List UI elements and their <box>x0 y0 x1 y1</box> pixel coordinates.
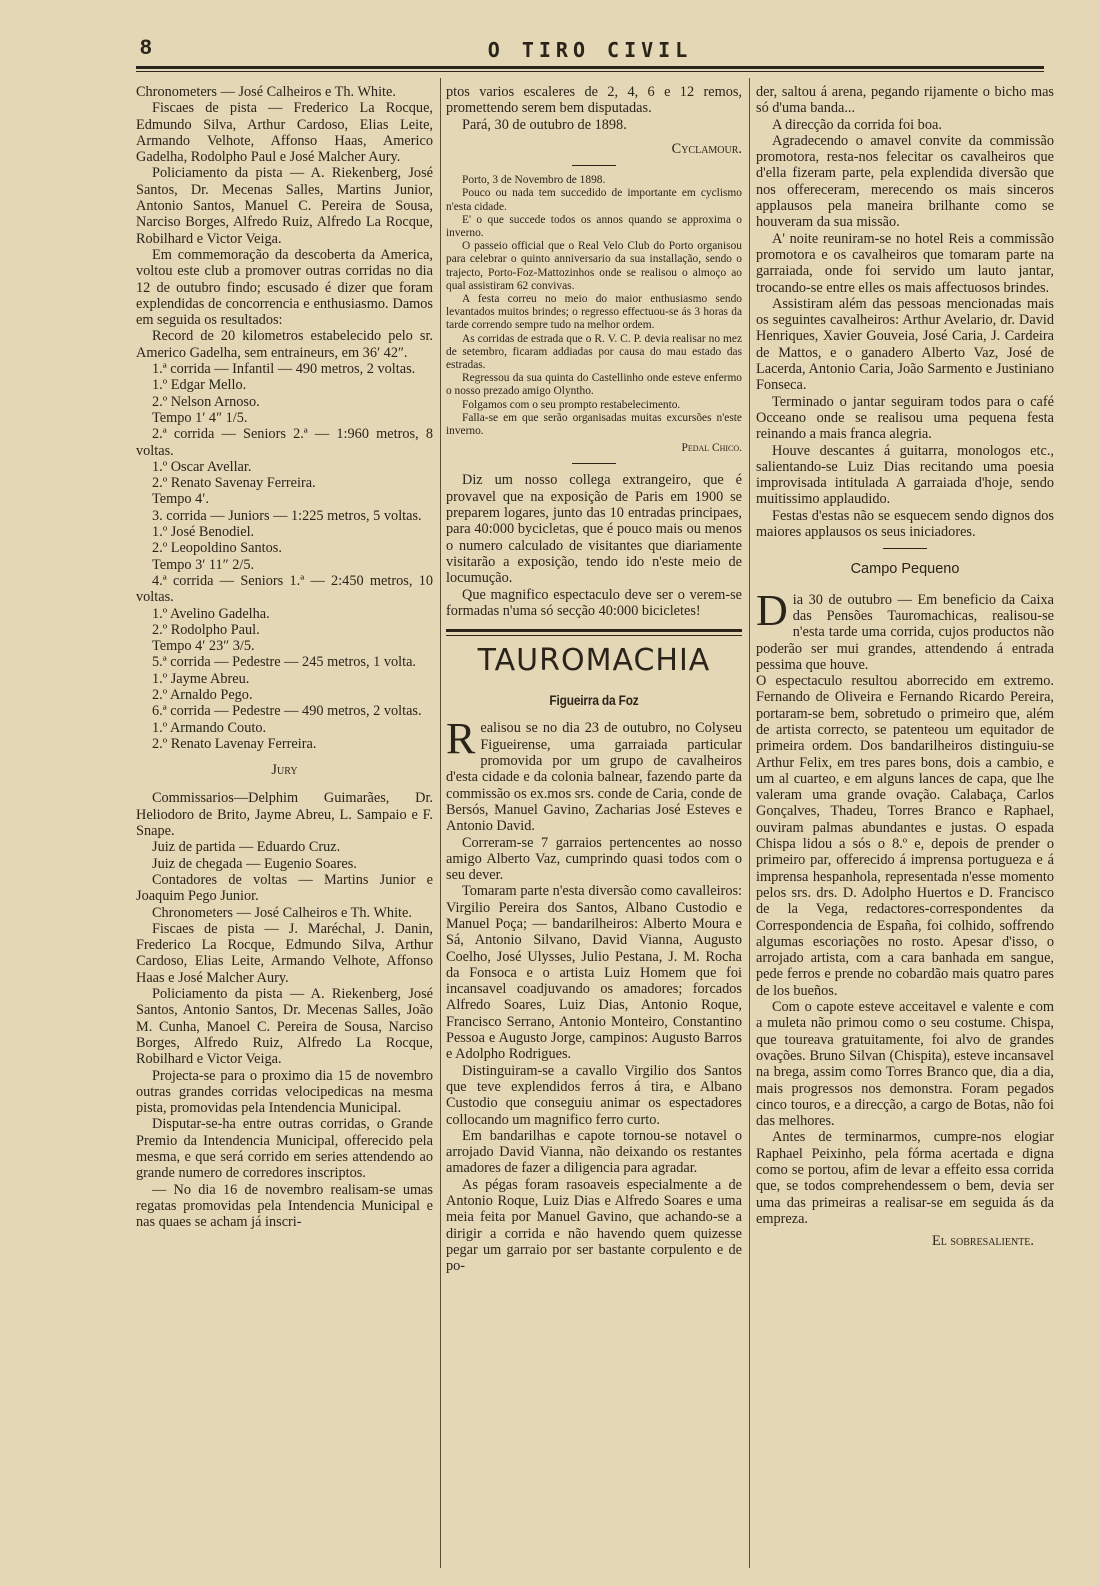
paragraph: Contadores de voltas — Martins Junior e Joaquim Pego Junior. <box>136 871 433 905</box>
paragraph: Chronometers — José Calheiros e Th. White. <box>152 904 412 921</box>
paragraph: A direcção da corrida foi boa. <box>772 116 942 133</box>
signature-cyclamour: Cyclamour. <box>671 140 742 157</box>
paragraph: 2.º Nelson Arnoso. <box>152 393 260 410</box>
paragraph: Antes de terminarmos, cumpre-nos elogiar Raphael Peixinho, pela fórma acertada e digna como se portou, afim de levar a effeito essa corrida que, se todos comprehendessem o bem, devia ser uma das primeiras a realisar-se em seguida ás da empreza. <box>756 1129 1054 1227</box>
paragraph: Que magnifico espectaculo deve ser o verem-se formadas n'uma só secção 40:000 bicicletes! <box>446 586 742 619</box>
drop-cap: R <box>446 714 476 764</box>
col2-first-paragraph <box>446 714 742 835</box>
paragraph: E' o que succede todos os annos quando se approxima o inverno. <box>446 213 742 239</box>
column-1 <box>136 84 433 1564</box>
col2-first-text: ealisou se no dia 23 de outubro, no Colyseu Figueirense, uma garraiada particular promovida por um grupo de cavalheiros d'esta cidade e da colonia balnear, fazendo parte da commissão os ex.mos srs. conde de Caria, conde de Bersós, Manuel Gavino, Zacharias José Esteves e Antonio David. <box>446 720 742 835</box>
paragraph: Tempo 3′ 11″ 2/5. <box>152 556 255 573</box>
section-rule-thin <box>446 635 742 636</box>
paragraph: O passeio official que o Real Velo Club do Porto organisou para celebrar o quinto anniversario da sua installação, sendo o trajecto, Porto-Foz-Mattozinhos onde se realisou o almoço ao qual assistiram 62 convivas. <box>446 240 742 292</box>
paragraph: Com o capote esteve acceitavel e valente e com a muleta não primou como o seu costume. Chispa, que toureava gratuitamente, foi alvo de grandes ovações. Bruno Silvan (Chispita), esteve incansavel na brega, assim como Torres Branco que, dia a dia, mais progressos nos demonstra. Foram pegados cinco touros, e a direcção, a cargo de Botas, não foi das melhores. <box>756 999 1054 1130</box>
paragraph: Disputar-se-ha entre outras corridas, o Grande Premio da Intendencia Municipal, offerecido pela mesma, e que será corrido em series attendendo ao grande numero de corredores inscriptos. <box>136 1116 433 1182</box>
paragraph: Festas d'estas não se esquecem sendo dignos dos maiores applausos os seus iniciadores. <box>756 507 1054 541</box>
paragraph: Regressou da sua quinta do Castellinho onde esteve enfermo o nosso prezado amigo Olyntho. <box>446 372 742 398</box>
col2-bottom-paragraphs <box>446 835 742 1275</box>
paragraph: 1.º Armando Couto. <box>152 719 267 736</box>
paragraph: Diz um nosso collega extrangeiro, que é provavel que na exposição de Paris em 1900 se preparem logares, junto das 10 entradas principaes, para 40:000 bycicletas, que é pouco mais ou menos o numero calculado de visitantes que diariamente visitarão a exposição, tendo ido n'este meio de locumução. <box>446 472 742 587</box>
paragraph: Folgamos com o seu prompto restabelecimento. <box>462 398 681 411</box>
paragraph: 1.ª corrida — Infantil — 490 metros, 2 voltas. <box>152 361 416 378</box>
paragraph: 1.º Avelino Gadelha. <box>152 605 270 622</box>
paragraph: Juiz de chegada — Eugenio Soares. <box>152 855 357 872</box>
paragraph: Policiamento da pista — A. Riekenberg, José Santos, Dr. Mecenas Salles, Martins Junior, Antonio Santos, Manuel C. Pereira de Sousa, Narciso Borges, Alfredo Ruiz, Alfredo La Rocque, Robilhard e Victor Veiga. <box>136 165 433 247</box>
paragraph: der, saltou á arena, pegando rijamente o bicho mas só d'uma banda... <box>756 84 1054 117</box>
paragraph: Pouco ou nada tem succedido de importante em cyclismo n'esta cidade. <box>446 187 742 213</box>
paragraph: 2.º Rodolpho Paul. <box>152 621 260 638</box>
paragraph: 4.ª corrida — Seniors 1.ª — 2:450 metros, 10 voltas. <box>136 572 433 606</box>
paragraph: — No dia 16 de novembro realisam-se umas regatas promovidas pela Intendencia Municipal e nas quaes se acham já inscri- <box>136 1181 433 1231</box>
paragraph: As pégas foram rasoaveis especialmente a de Antonio Roque, Luiz Dias e Alfredo Soares e uma meia feita por Manuel Gavino, que achando-se a dirigir a corrida e não havendo quem quizesse pegar um garraio por ser bastante corpulento e de po- <box>446 1176 742 1275</box>
header-rule-thin <box>136 71 1044 72</box>
col3-first-text: ia 30 de outubro — Em beneficio da Caixa das Pensões Tauromachicas, realisou-se n'esta tarde uma corrida, cujos productos não poderão ser mui grandes, attendendo á entrada pessima que houve. <box>756 591 1054 673</box>
col3-bottom-paragraphs <box>756 673 1054 1227</box>
paragraph: Em commemoração da descoberta da America, voltou este club a promover outras corridas no dia 12 de outubro findo; escusado é dizer que foram explendidas de concorrencia e enthusiasmo. Damos em seguida os resultados: <box>136 246 433 329</box>
col2-top-paragraphs <box>446 84 742 133</box>
paragraph: Fiscaes de pista — J. Maréchal, J. Danin, Frederico La Rocque, Edmundo Silva, Arthur Cardoso, Elias Leite, Armando Velhote, Affonso Haas e José Malcher Aury. <box>136 920 433 986</box>
paragraph: A' noite reuniram-se no hotel Reis a commissão promotora e os cavalheiros que tomaram parte na garraiada, onde foi servido um lauto jantar, trocando-se entre elles os mais affectuosos brindes. <box>756 230 1054 296</box>
paragraph: Agradecendo o amavel convite da commissão promotora, resta-nos felecitar os cavalheiros que d'ella fizeram parte, pela explendida diversão que nos offereceram, merecendo os mais sinceros applausos pela maneira brilhante como se houveram da sua missão. <box>756 132 1054 231</box>
jury-heading: Jury <box>271 762 298 779</box>
paragraph: Policiamento da pista — A. Riekenberg, José Santos, Antonio Santos, Dr. Mecenas Salles, João M. Cunha, Manoel C. Pereira de Sousa, Narciso Borges, Alfredo Ruiz, Alfredo La Rocque, Robilhard e Victor Veiga. <box>136 986 433 1068</box>
paragraph: 1.º Jayme Abreu. <box>152 670 250 687</box>
paragraph: Pará, 30 de outubro de 1898. <box>462 116 627 133</box>
paragraph: 6.ª corrida — Pedestre — 490 metros, 2 voltas. <box>152 703 422 720</box>
separator <box>572 165 616 166</box>
masthead-title: O TIRO CIVIL <box>487 38 693 62</box>
paragraph: Juiz de partida — Eduardo Cruz. <box>152 839 341 856</box>
paragraph: Tempo 4′. <box>152 491 209 508</box>
page-number: 8 <box>140 36 152 59</box>
paragraph: Tempo 1′ 4″ 1/5. <box>152 409 248 426</box>
paragraph: O espectaculo resultou aborrecido em extremo. Fernando de Oliveira e Fernando Ricardo Pereira, portaram-se bem, sobretudo o primeiro que, além de artista correcto, se patenteou um equitador de primeira ordem. Dos bandarilheiros distinguiu-se Arthur Felix, em tres pares bons, dois a cambio, e um al cuarteo, e em alguns lances de capa, que lhe valeram uma grande ovação. Calabaça, Carlos Gonçalves, Thadeu, Torres Branco e Raphael, ouviram palmas abundantes e justas. O espada Chispa lidou a sós o 8.º e, depois de prender o primeiro par, offerecido á imprensa portugueza e á imprensa hespanhola, representada n'esse momento pelos srs. drs. D. Adolpho Huertos e D. Francisco de la Vega, redactores-correspondentes da Correspondencia de España, foi colhido, soffrendo algumas escoriações no rosto. Apesar d'isso, o arrojado artista, com a cara banhada em sangue, pede ferros e prende no cobardão mais quatro pares de los bueños. <box>756 673 1054 999</box>
col3-top-paragraphs <box>756 84 1054 540</box>
paragraph: 2.º Leopoldino Santos. <box>152 540 282 557</box>
section-title-tauromachia: TAUROMACHIA <box>477 643 711 679</box>
paragraph: Tomaram parte n'esta diversão como cavalleiros: Virgilio Pereira dos Santos, Albano Custodio e Manuel Poça; — bandarilheiros: Alberto Moura e Sá, Antonio Silvano, David Vianna, Augusto Coelho, José Ulysses, Julio Pestana, J. M. Rocha da Fonsoca e o artista Luiz Homem que foi incansavel coadjuvando os amadores; forcados Alfredo Soares, Luiz Dias, Antonio Roque, Francisco Serrano, Antonio Monteiro, Constantino Pessoa e Augusto Jorge, campinos: Augusto Barros e Adolpho Rodrigues. <box>446 883 742 1063</box>
subheading-campo-pequeno: Campo Pequeno <box>850 561 960 578</box>
paragraph: 2.º Renato Savenay Ferreira. <box>152 475 316 492</box>
col3-first-paragraph <box>756 585 1054 673</box>
subheading-figueira: Figueirra da Foz <box>549 692 639 709</box>
paragraph: Chronometers — José Calheiros e Th. White. <box>136 84 396 100</box>
separator <box>572 463 616 464</box>
header-rule-thick <box>136 66 1044 69</box>
paragraph: Assistiram além das pessoas mencionadas mais os seguintes cavalheiros: Arthur Avelario, dr. David Henriques, Xavier Gouveia, José Caria, J. Cardeira de Mattos, e o ganadero Alberto Vaz, José de Lacerda, Antonio Caria, João Sarmento e Justiniano Fonseca. <box>756 295 1054 394</box>
paragraph: Tempo 4′ 23″ 3/5. <box>152 638 255 655</box>
paragraph: 1.º Oscar Avellar. <box>152 458 252 475</box>
drop-cap: D <box>756 585 788 635</box>
paragraph: 1.º Edgar Mello. <box>152 377 247 394</box>
paragraph: Projecta-se para o proximo dia 15 de novembro outras grandes corridas velocipedicas na mesma pista, promovidas pela Intendencia Municipal. <box>136 1067 433 1117</box>
paragraph: As corridas de estrada que o R. V. C. P. devia realisar no mez de setembro, ficaram addiadas por causa do mau estado das estradas. <box>446 332 742 372</box>
paragraph: A festa correu no meio do maior enthusiasmo sendo levantados muitos brindes; o regresso effectuou-se ás 3 horas da tarde correndo sempre tudo na melhor ordem. <box>446 293 742 332</box>
paragraph: 2.º Renato Lavenay Ferreira. <box>152 735 317 752</box>
paragraph: Correram-se 7 garraios pertencentes ao nosso amigo Alberto Vaz, cumprindo quasi todos com o seu dever. <box>446 834 742 884</box>
paragraph: Terminado o jantar seguiram todos para o café Occeano onde se realisou uma pequena festa reinando a mais franca alegria. <box>756 393 1054 443</box>
paragraph: Distinguiram-se a cavallo Virgilio dos Santos que teve explendidos ferros á tira, e Albano Custodio que conseguiu animar os espectadores collocando um magnifico ferro curto. <box>446 1062 742 1128</box>
paragraph: ptos varios escaleres de 2, 4, 6 e 12 remos, promettendo serem bem disputadas. <box>446 84 742 117</box>
paragraph: 3. corrida — Juniors — 1:225 metros, 5 voltas. <box>152 507 422 524</box>
paragraph: Houve descantes á guitarra, monologos etc., salientando-se Luiz Dias recitando uma poesia improvisada intitulada A garraiada d'hoje, sendo muitissimo applaudido. <box>756 442 1054 508</box>
section-rule-thick <box>446 629 742 632</box>
column-divider-2 <box>749 78 750 1568</box>
paragraph: Commissarios—Delphim Guimarães, Dr. Heliodoro de Brito, Jayme Abreu, L. Sampaio e F. Snape. <box>136 790 433 840</box>
paragraph: Fiscaes de pista — Frederico La Rocque, Edmundo Silva, Arthur Cardoso, Elias Leite, Armando Velhote, Affonso Haas, Americo Gadelha, Rodolpho Paul e José Malcher Aury. <box>136 100 433 166</box>
col2-mid-paragraphs <box>446 472 742 619</box>
signature-el-sobresaliente: El sobresaliente. <box>932 1233 1034 1250</box>
paragraph: Em bandarilhas e capote tornou-se notavel o arrojado David Vianna, não deixando os restantes amadores de fazer a diligencia para agradar. <box>446 1127 742 1177</box>
paragraph: Falla-se em que serão organisadas muitas excursões n'este inverno. <box>446 411 742 438</box>
paragraph: 2.ª corrida — Seniors 2.ª — 1:960 metros, 8 voltas. <box>136 426 433 459</box>
col2-porto-letter <box>446 174 742 438</box>
column-divider-1 <box>440 78 441 1568</box>
column-3 <box>756 84 1054 1564</box>
paragraph: 2.º Arnaldo Pego. <box>152 686 253 703</box>
paragraph: 1.º José Benodiel. <box>152 524 255 541</box>
paragraph: 5.ª corrida — Pedestre — 245 metros, 1 volta. <box>152 654 417 671</box>
paragraph: Porto, 3 de Novembro de 1898. <box>462 174 606 187</box>
separator <box>883 548 927 549</box>
column-2 <box>446 84 742 1564</box>
paragraph: Record de 20 kilometros estabelecido pelo sr. Americo Gadelha, sem entraineurs, em 36′ 42″. <box>136 328 433 361</box>
signature-pedal-chico: Pedal Chico. <box>681 442 742 455</box>
